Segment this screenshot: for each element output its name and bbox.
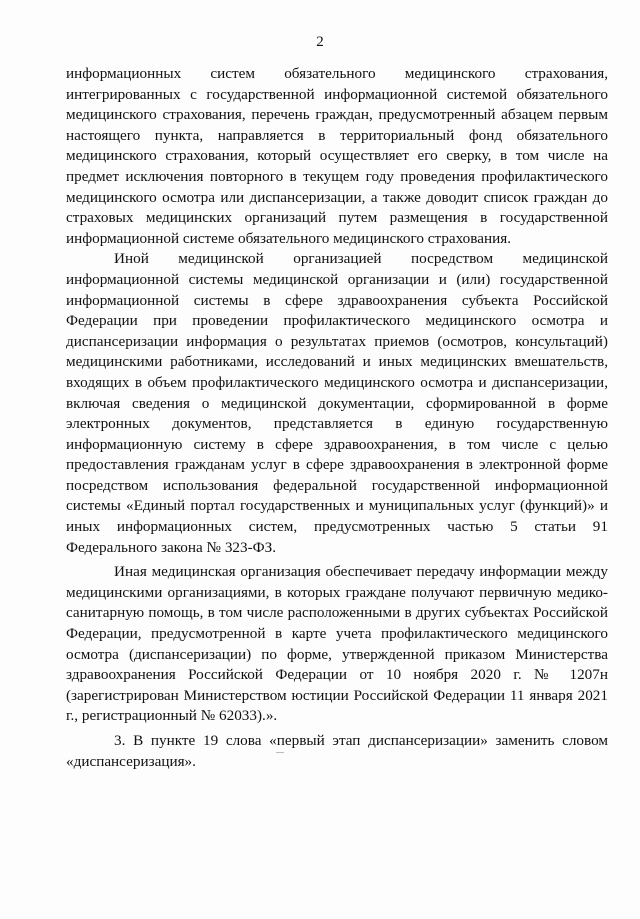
paragraph-information-transfer: Иная медицинская организация обеспечивает передачу информации между медицинскими организациями, в которых граждане получают первичную медико-санитарную помощь, в том числе расположенными в других субъектах Российской Федерации, предусмотренной в карте учета профилактического медицинского осмотра (диспансеризации) по форме, утвержденной приказом Министерства здравоохранения Российской Федерации от 10 ноября 2020 г. № 1207н (зарегистрирован Министерством юстиции Российской Федерации 11 января 2021 г., регистрационный № 62033).». bbox=[66, 563, 608, 725]
document-body bbox=[66, 64, 608, 772]
paragraph-other-organization: Иной медицинской организацией посредством медицинской информационной системы медицинской организации и (или) государственной информационной системы в сфере здравоохранения субъекта Российской Федерации при проведении профилактического медицинского осмотра и диспансеризации информация о результатах приемов (осмотров, консультаций) медицинскими работниками, исследований и иных медицинских вмешательств, входящих в объем профилактического медицинского осмотра и диспансеризации, включая сведения о медицинской документации, сформированной в форме электронных документов, представляется в единую государственную информационную систему в сфере здравоохранения, в том числе с целью предоставления гражданам услуг в сфере здравоохранения в электронной форме посредством использования федеральной государственной информационной системы «Единый портал государственных и муниципальных услуг (функций)» и иных информационных систем, предусмотренных частью 5 статьи 91 Федерального закона № 323-ФЗ. bbox=[66, 250, 608, 556]
paragraph-continuation: информационных систем обязательного медицинского страхования, интегрированных с государственной информационной системой обязательного медицинского страхования, перечень граждан, предусмотренный абзацем первым настоящего пункта, направляется в территориальный фонд обязательного медицинского страхования, который осуществляет его сверку, в том числе на предмет исключения повторного в текущем году проведения профилактического медицинского осмотра или диспансеризации, а также доводит список граждан до страховых медицинских организаций путем размещения в государственной информационной системе обязательного медицинского страхования. bbox=[66, 65, 608, 247]
paragraph-item-3: 3. В пункте 19 слова «первый этап диспансеризации» заменить словом «диспансеризация». bbox=[66, 732, 608, 770]
page-number: 2 bbox=[316, 34, 324, 50]
scan-mark bbox=[276, 752, 284, 753]
